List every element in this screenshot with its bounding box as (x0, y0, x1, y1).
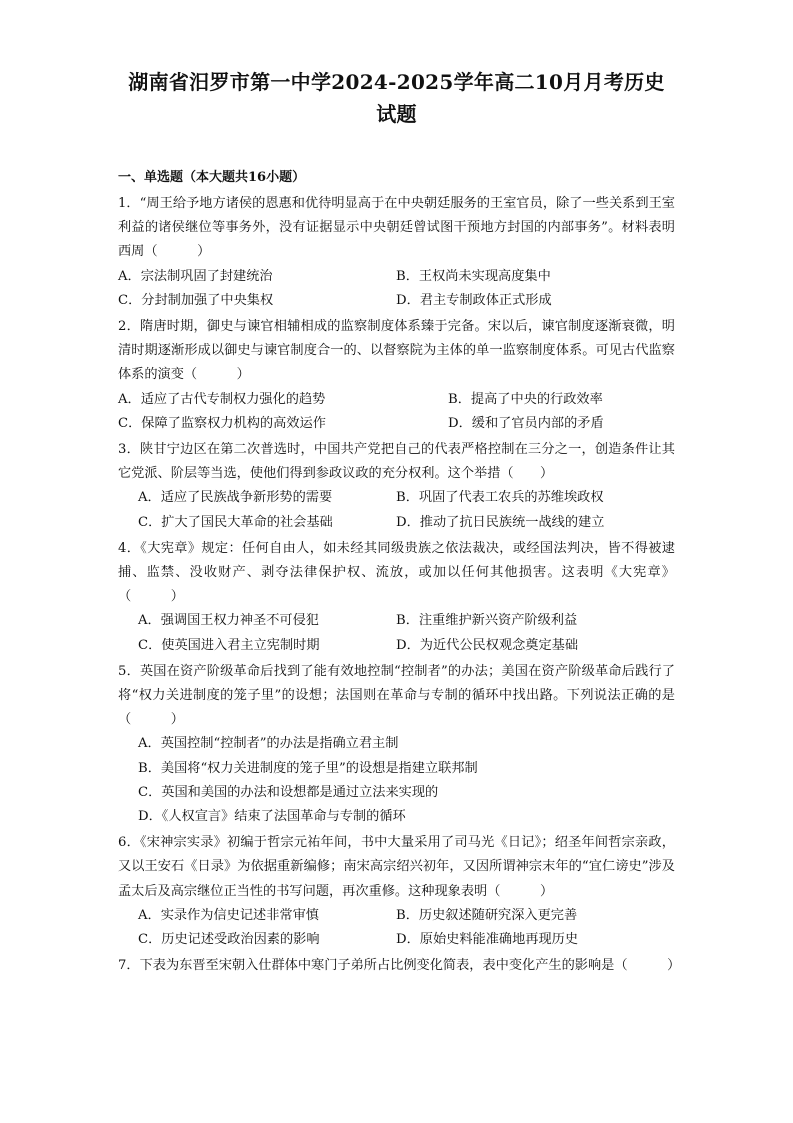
option-c: C．使英国进入君主立宪制时期 (138, 637, 320, 653)
question-text: 7．下表为东晋至宋朝入仕群体中寒门子弟所占比例变化简表，表中变化产生的影响是（ ） (118, 958, 681, 974)
option-d: D．《人权宣言》结束了法国革命与专制的循环 (138, 809, 406, 825)
title-line-2: 试题 (376, 102, 417, 126)
question-text: 2．隋唐时期，御史与谏官相辅相成的监察制度体系臻于完备。宋以后，谏官制度逐渐衰微，明清时期逐渐形成以御史与谏官制度合一的、以督察院为主体的单一监察制度体系。可见古代监察体系的演变（ ） (118, 319, 675, 383)
question-5 (118, 660, 675, 829)
option-c: C．英国和美国的办法和设想都是通过立法来实现的 (138, 784, 439, 800)
option-b: B．美国将“权力关进制度的笼子里”的设想是指建立联邦制 (138, 760, 478, 776)
option-b: B．注重维护新兴资产阶级利益 (396, 613, 578, 629)
option-b: B．王权尚未实现高度集中 (396, 268, 551, 284)
option-a: A．实录作为信史记述非常审慎 (138, 907, 319, 923)
option-a: A．宗法制巩固了封建统治 (118, 268, 273, 284)
option-d: D．推动了抗日民族统一战线的建立 (396, 514, 605, 530)
question-6 (118, 831, 675, 952)
exam-title (118, 66, 675, 130)
option-c: C．历史记述受政治因素的影响 (138, 932, 320, 948)
question-text: 3．陕甘宁边区在第二次普选时，中国共产党把自己的代表严格控制在三分之一，创造条件让其它党派、阶层等当选，使他们得到参政议政的充分权利。这个举措（ ） (118, 442, 675, 482)
question-4 (118, 537, 675, 658)
option-b: B．提高了中央的行政效率 (448, 391, 603, 407)
question-3 (118, 438, 675, 535)
option-a: A．强调国王权力神圣不可侵犯 (138, 613, 319, 629)
question-text: 1．“周王给予地方诸侯的恩惠和优待明显高于在中央朝廷服务的王室官员，除了一些关系到王室利益的诸侯继位等事务外，没有证据显示中央朝廷曾试图干预地方封国的内部事务”。材料表明西周（ ） (118, 196, 675, 260)
question-text: 6．《宋神宗实录》初编于哲宗元祐年间，书中大量采用了司马光《日记》；绍圣年间哲宗亲政，又以王安石《日录》为依据重新编修；南宋高宗绍兴初年，又因所谓神宗末年的“宜仁谤史”涉及孟太后及高宗继位正当性的书写问题，再次重修。这种现象表明（ ） (118, 835, 675, 899)
option-b: B．巩固了代表工农兵的苏维埃政权 (396, 490, 604, 506)
option-c: C．分封制加强了中央集权 (118, 292, 274, 308)
option-c: C．保障了监察权力机构的高效运作 (118, 415, 326, 431)
question-1 (118, 192, 675, 313)
question-2 (118, 315, 675, 436)
question-text: 5．英国在资产阶级革命后找到了能有效地控制“控制者”的办法；美国在资产阶级革命后践行了将“权力关进制度的笼子里”的设想；法国则在革命与专制的循环中找出路。下列说法正确的是（ ） (118, 663, 675, 728)
option-d: D．君主专制政体正式形成 (396, 292, 552, 308)
option-a: A．适应了民族战争新形势的需要 (138, 490, 333, 506)
title-line-1: 湖南省汨罗市第一中学2024-2025学年高二10月月考历史 (128, 70, 665, 94)
question-text: 4．《大宪章》规定：任何自由人，如未经其同级贵族之依法裁决，或经国法判决，皆不得被逮捕、监禁、没收财产、剥夺法律保护权、流放，或加以任何其他损害。这表明《大宪章》（ ） (118, 540, 675, 605)
option-a: A．适应了古代专制权力强化的趋势 (118, 391, 326, 407)
option-d: D．原始史料能准确地再现历史 (396, 932, 579, 948)
option-d: D．为近代公民权观念奠定基础 (396, 637, 579, 653)
question-7 (118, 954, 681, 978)
option-d: D．缓和了官员内部的矛盾 (448, 415, 604, 431)
option-c: C．扩大了国民大革命的社会基础 (138, 514, 333, 530)
option-b: B．历史叙述随研究深入更完善 (396, 907, 578, 923)
section-heading: 一、单选题（本大题共16小题） (118, 170, 306, 185)
option-a: A．英国控制“控制者”的办法是指确立君主制 (138, 736, 399, 752)
